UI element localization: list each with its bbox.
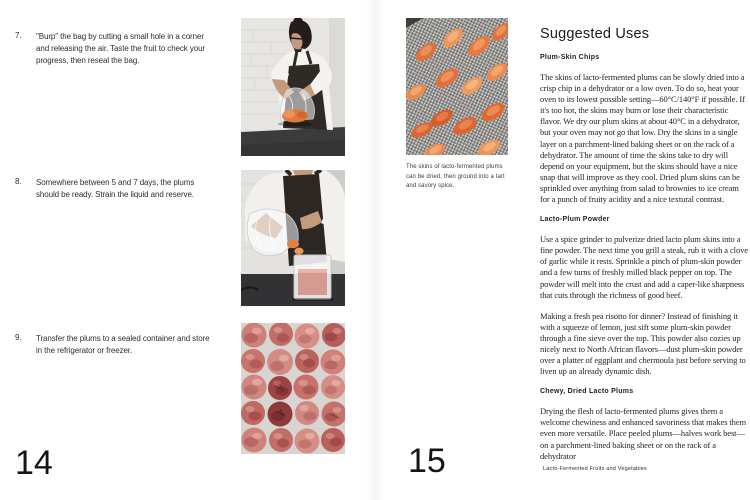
plum-skins-on-mesh-photo: [406, 18, 508, 155]
running-footer: Lacto-Fermented Fruits and Vegetables: [543, 466, 648, 472]
step-7: [15, 31, 211, 67]
plum-skins-illustration: [406, 18, 508, 155]
section-heading-lacto-plum-powder: Lacto-Plum Powder: [540, 216, 610, 224]
chef-straining-bag-photo: [241, 170, 345, 306]
page-title: Suggested Uses: [540, 26, 650, 42]
step-7-text: "Burp" the bag by cutting a small hole in a corner and releasing the air. Taste the fruit to check your progress, then reseal the bag.: [36, 32, 205, 65]
step-9-number: 9.: [15, 333, 22, 342]
suggested-uses-column: [540, 26, 749, 472]
page-number-15: 15: [408, 442, 446, 480]
chef-straining-bag-illustration: [241, 170, 345, 306]
photo-caption: The skins of lacto-fermented plums can be dried, then ground into a tart and savory spice.: [406, 164, 505, 189]
step-7-number: 7.: [15, 31, 22, 40]
page-15: [375, 0, 750, 500]
page-number-14: 14: [15, 444, 53, 482]
chef-burping-bag-photo: [241, 18, 345, 156]
chef-burping-bag-illustration: [241, 18, 345, 156]
section-paragraph: The skins of lacto-fermented plums can be slowly dried into a crisp chip in a dehydrator or a low oven. To do so, heat your oven to its lowest possible setting—60°C/140°F if possible. If it's too hot, the skins may burn or lose their characteristic flavor. We dry our plum skins at about 40°C in a dehydrator, but your oven may not go that low. Dry the skins in a single layer on a parchment-lined baking sheet or on the rack of a dehydrator. The amount of time the skins take to dry will depend on your equipment, but the skins should have a nice snap that will improve as they cool. Dried plum skins can be sprinkled over anything from salad to brownies to ice cream for a punch of fruity acidity and a nice textural contrast.: [540, 72, 745, 205]
step-9: [15, 333, 211, 357]
section-paragraph: Use a spice grinder to pulverize dried lacto plum skins into a fine powder. The next time you grill a steak, rub it with a clove of garlic while it rests. Sprinkle a pinch of plum-skin powder and a few turns of freshly milled black pepper on top. The powder will melt into the crust and add a caper-like sharpness that cuts through the richness of good beef.: [540, 234, 748, 300]
plums-on-tray-illustration: [241, 323, 345, 454]
section-paragraph: Making a fresh pea risotto for dinner? Instead of finishing it with a squeeze of lemon, just sift some plum-skin powder through a fine sieve over the top. This powder also cozies up nicely next to North African flavors—dust plum-skin powder over a platter of eggplant and chermoula just before serving to liven up an already dynamic dish.: [540, 310, 746, 377]
plums-on-tray-photo: [241, 323, 345, 454]
section-paragraph: Drying the flesh of lacto-fermented plums gives them a welcome chewiness and enhanced savoriness that makes them even more versatile. Place peeled plums—halves work best—on a parchment-lined baking sheet or on the rack of a dehydrator: [540, 406, 747, 461]
section-heading-plum-skin-chips: Plum-Skin Chips: [540, 54, 600, 61]
section-heading-chewy-dried-lacto-plums: Chewy, Dried Lacto Plums: [540, 388, 634, 396]
step-8-number: 8.: [15, 177, 22, 186]
step-9-text: Transfer the plums to a sealed container and store in the refrigerator or freezer.: [36, 334, 210, 355]
step-8: [15, 177, 211, 201]
step-8-text: Somewhere between 5 and 7 days, the plums should be ready. Strain the liquid and reserve.: [36, 178, 195, 199]
